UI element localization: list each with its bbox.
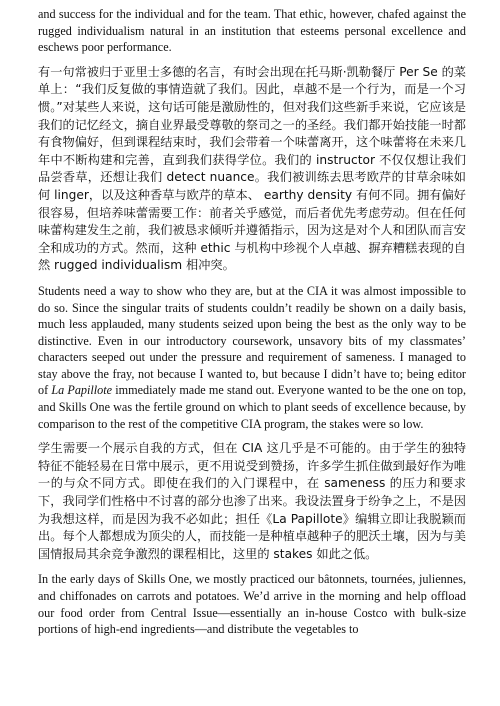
document-page (38, 6, 466, 646)
paragraph-chinese-translation: 有一句常被归于亚里士多德的名言，有时会出现在托马斯·凯勒餐厅 Per Se 的菜单上：“我们反复做的事情造就了我们。因此，卓越不是一个行为，而是一个习惯。”对某些人来说，这句话可能是激励性的，但对我们这些新手来说，它应该是我们的记忆经文，摘自业界最受尊敬的祭司之一的圣经。我们都开始技能一时都有食物偏好，但到课程结束时，我们会带着一个味蕾离开，这个味蕾将在未来几年中不断构建和完善，直到我们获得学位。我们的 instructor 不仅仅想让我们品尝香草，还想让我们 detect nuance。我们被训练去思考欧芹的甘草余味如何 linger，以及这种香草与欧芹的草本、 earthy density 有何不同。拥有偏好很容易，但培养味蕾需要工作：前者关乎感觉，而后者优先考虑劳动。但在任何味蕾构建发生之前，我们被恳求倾听并遵循指示，因为这是对个人和团队而言安全和成功的方式。然而，这种 ethic 与机构中珍视个人卓越、摒弃糟糕表现的自然 rugged individualism 相冲突。 (38, 64, 466, 273)
paragraph-english-skills-one: In the early days of Skills One, we mostly practiced our bâtonnets, tournées, juliennes, and chiffonades on carrots and potatoes. We’d arrive in the morning and help offload our food order from Central Issue—essentially an in-house Costco with bulk-size portions of high-end ingredients—and distribute the vegetables to (38, 572, 466, 637)
paragraph-chinese-students: 学生需要一个展示自我的方式，但在 CIA 这几乎是不可能的。由于学生的独特特征不能轻易在日常中展示，更不用说受到赞扬，许多学生抓住做到最好作为唯一的与众不同方式。即使在我们的入门课程中，在 sameness 的压力和要求下，我同学们性格中不讨喜的部分也渗了出来。我设法置身于纷争之上，不是因为我想这样，而是因为我不必如此；担任《La Papillote》编辑立即让我脱颖而出。每个人都想成为顶尖的人，而技能一是种植卓越种子的肥沃土壤，因为与美国情报局其余竞争激烈的课程相比，这里的 stakes 如此之低。 (38, 441, 466, 561)
paragraph-text-after-title: immediately made me stand out. Everyone wanted to be the one on top, and Skills One was the fertile ground on which to plant seeds of excellence because, by comparison to the rest of the competitive CIA program, the stakes were so low. (38, 383, 466, 431)
publication-title-italic: La Papillote (51, 383, 113, 398)
paragraph-text-before-title: Students need a way to show who they are, but at the CIA it was almost impossible to do so. Since the singular traits of students couldn’t readily be shown on a daily basis, much less applauded, many students seized upon being the best as the only way to be distinctive. Even in our introductory coursework, unsavory bits of my classmates’ characters seeped out under the pressure and requirement of sameness. I managed to stay above the fray, not because I wanted to, but because I didn’t have to; being editor of (38, 283, 466, 398)
paragraph-english-students (38, 283, 466, 432)
paragraph-english-continuation: and success for the individual and for the team. That ethic, however, chafed against the rugged individualism natural in an institution that esteems personal excellence and eschews poor performance. (38, 7, 466, 55)
